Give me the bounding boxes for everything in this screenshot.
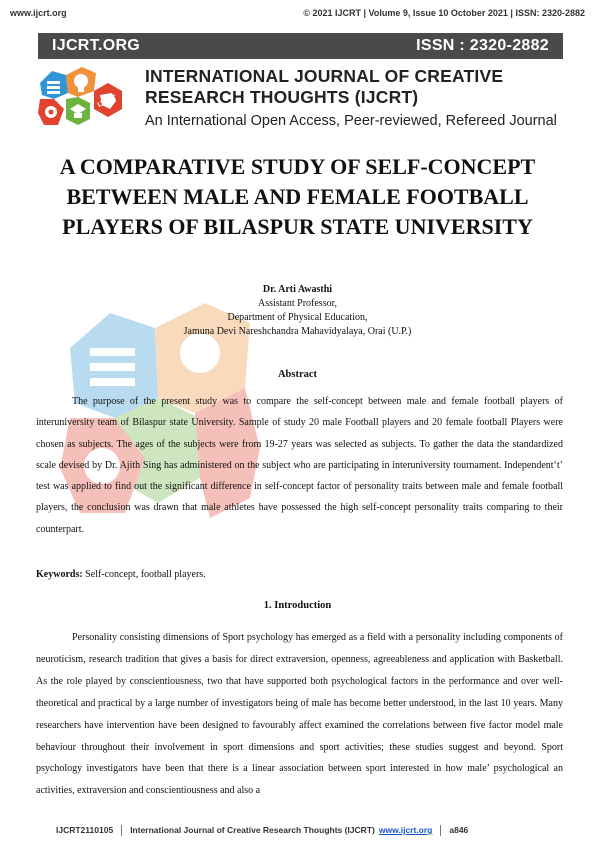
page-footer [56, 823, 556, 837]
svg-text:IJCRT: IJCRT [96, 94, 119, 110]
author-institution: Jamuna Devi Nareshchandra Mahavidyalaya, Orai (U.P.) [183, 326, 412, 337]
site-url[interactable]: www.ijcrt.org [10, 8, 67, 18]
author-block [100, 283, 495, 339]
abstract-text: The purpose of the present study was to compare the self-concept between male and female football players of interuniversity team of Bilaspur state University. Sample of study 20 male Football players and 20 female football Players were chosen as subjects. The ages of the subjects were from 19-27 years was selected as subjects. To gather the data the standardized scale devised by Dr. Ajith Sing has administered on the subject who are participating in interuniversity tournament. Independent‘t’ test was applied to find out the significant difference in self-concept factor of personality traits between male and female football players, the conclusion was drawn that male athletes have possessed the high self-concept personality traits comparing to their counterpart. [36, 396, 563, 535]
keywords-text: Self-concept, football players. [82, 569, 206, 580]
author-name: Dr. Arti Awasthi [262, 284, 333, 295]
keywords [36, 569, 563, 580]
logo-red-gear-icon [38, 99, 64, 125]
introduction-heading: 1. Introduction [263, 600, 332, 611]
footer-separator [440, 825, 441, 836]
journal-banner [38, 33, 563, 59]
abstract-heading: Abstract [277, 369, 318, 380]
citation-line: © 2021 IJCRT | Volume 9, Issue 10 October 2021 | ISSN: 2320-2882 [303, 8, 585, 18]
author-department: Department of Physical Education, [227, 312, 368, 323]
footer-paper-id: IJCRT2110105 [56, 825, 114, 835]
paper-title [20, 152, 575, 242]
introduction-text: Personality consisting dimensions of Sport psychology has emerged as a field with a personality including components of neuroticism, research tradition that gives a basis for direct extraversion, openness, agreeableness and application with Basketball. As the role played by conscientiousness, two that have supported both psychological factors in the performance and over well- theoretical and practical by a large number of investigators being of male has become better understood, in the last 10 years. Many researchers have intervention have been designed to favourably affect examined the correlations between five factor model male behaviour throughout their involvement in sport dimensions and sport activities; these studies suggest and beyond. Sport psychology investigators have been that there is a linear association between sport interested in how male’ psychological an activities, extraversion and conscientiousness and also a [36, 632, 563, 797]
footer-page-number: a846 [449, 825, 469, 835]
logo-green-hexagon [66, 97, 90, 125]
banner-site: IJCRT.ORG [52, 37, 141, 54]
journal-subtitle: An International Open Access, Peer-reviewed, Refereed Journal [145, 113, 557, 129]
footer-separator [121, 825, 122, 836]
journal-logo [38, 63, 140, 133]
paper-title-line: BETWEEN MALE AND FEMALE FOOTBALL [66, 184, 529, 209]
journal-title-line: INTERNATIONAL JOURNAL OF CREATIVE [145, 66, 504, 86]
journal-title [145, 66, 565, 108]
logo-orange-bulb-icon [66, 67, 96, 97]
paper-title-line: A COMPARATIVE STUDY OF SELF-CONCEPT [59, 154, 536, 179]
banner-issn: ISSN : 2320-2882 [416, 37, 549, 54]
logo-blue-hexagon [40, 71, 68, 99]
footer-url-link[interactable]: www.ijcrt.org [378, 825, 433, 835]
running-header [10, 6, 585, 20]
author-position: Assistant Professor, [257, 298, 338, 309]
paper-title-line: PLAYERS OF BILASPUR STATE UNIVERSITY [62, 214, 533, 239]
keywords-label: Keywords: [36, 569, 83, 580]
footer-journal-name: International Journal of Creative Research Thoughts (IJCRT) [130, 825, 375, 835]
journal-title-line: RESEARCH THOUGHTS (IJCRT) [145, 87, 419, 107]
